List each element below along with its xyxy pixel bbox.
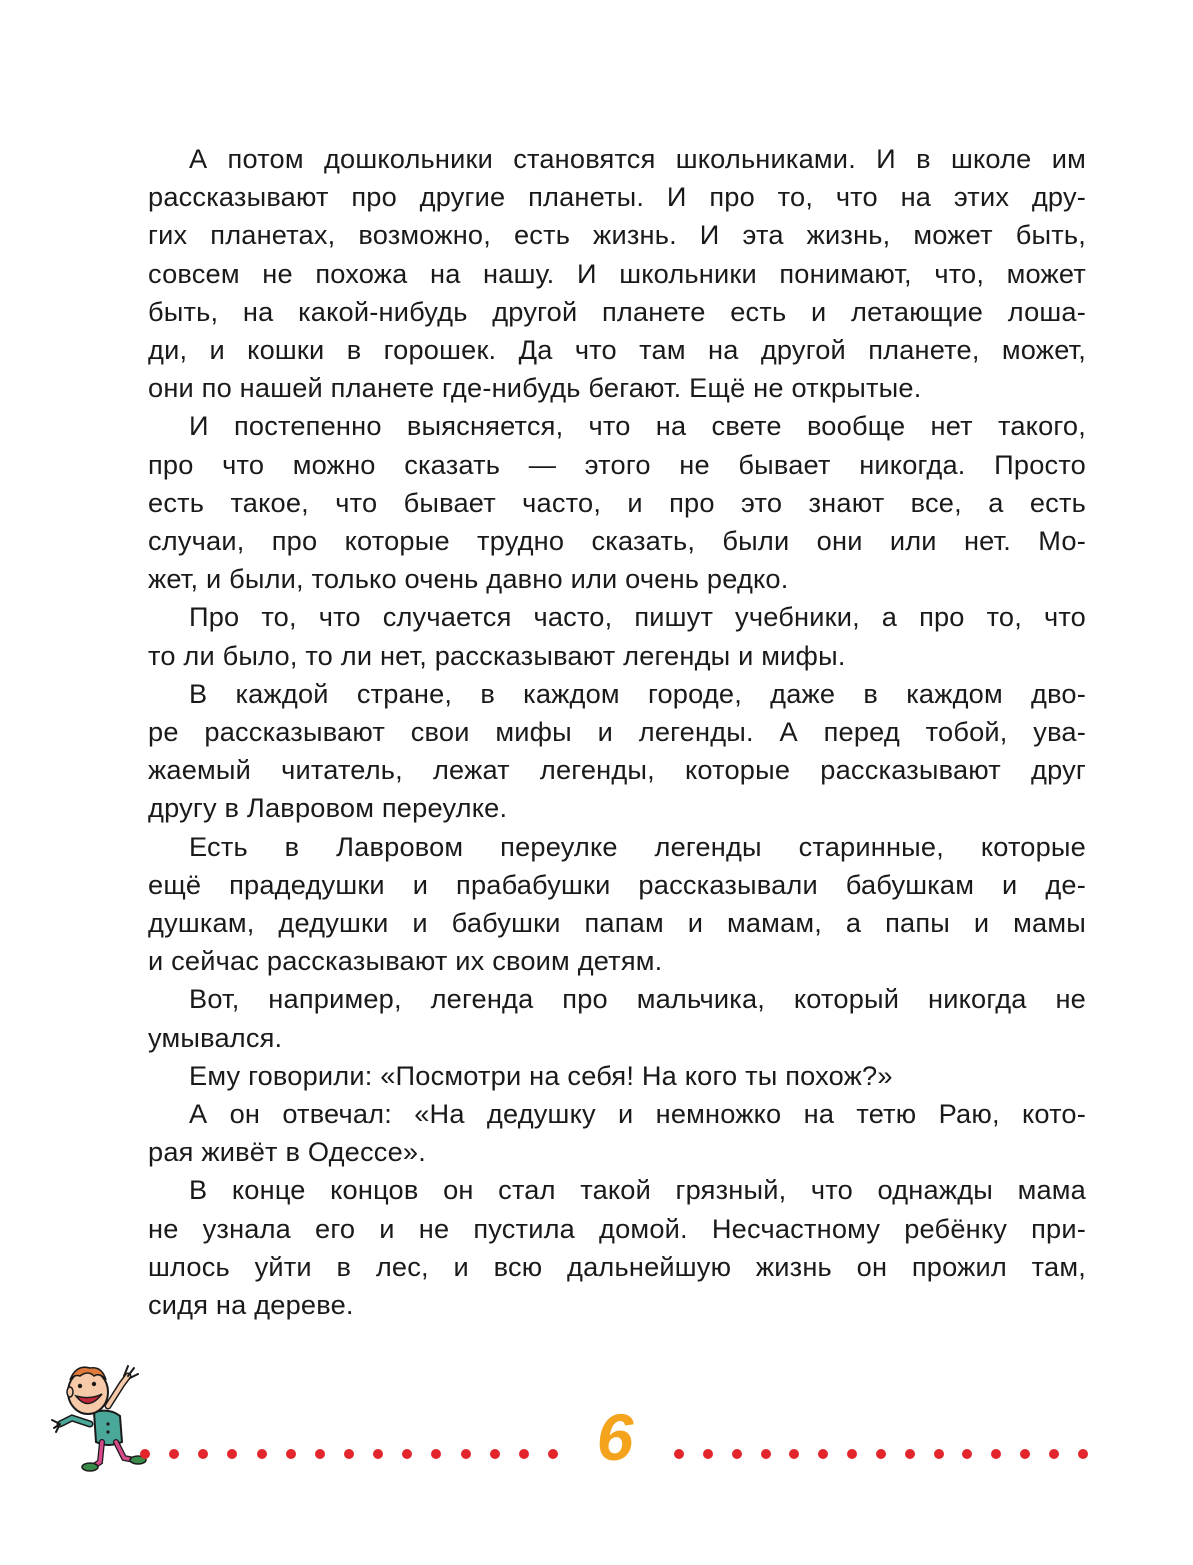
text-line: случаи, про которые трудно сказать, были они или нет. Мо-: [148, 525, 1086, 557]
text-line: И постепенно выясняется, что на свете вообще нет такого,: [189, 410, 1086, 442]
dot-icon: [847, 1449, 857, 1459]
text-line: ре рассказывают свои мифы и легенды. А перед тобой, ува-: [148, 716, 1086, 748]
text-line: и сейчас рассказывают их своим детям.: [148, 945, 663, 977]
dot-icon: [461, 1449, 471, 1459]
dot-icon: [991, 1449, 1001, 1459]
text-line: другу в Лавровом переулке.: [148, 792, 508, 824]
dot-row-right: [674, 1448, 1088, 1460]
dot-icon: [548, 1449, 558, 1459]
dot-icon: [431, 1449, 441, 1459]
paragraph: [148, 675, 1086, 828]
text-line: то ли было, то ли нет, рассказывают легенды и мифы.: [148, 639, 846, 671]
text-line: ди, и кошки в горошек. Да что там на другой планете, может,: [148, 334, 1086, 366]
dot-icon: [198, 1449, 208, 1459]
dot-row-left: [140, 1448, 558, 1460]
paragraph: [148, 598, 1086, 674]
dot-icon: [402, 1449, 412, 1459]
dot-icon: [818, 1449, 828, 1459]
text-line: А он отвечал: «На дедушку и немножко на тетю Раю, кото-: [189, 1098, 1086, 1130]
page-footer: [0, 1340, 1193, 1480]
dot-icon: [1020, 1449, 1030, 1459]
text-line: рассказывают про другие планеты. И про то, что на этих дру-: [148, 181, 1086, 213]
text-line: Есть в Лавровом переулке легенды старинные, которые: [189, 830, 1086, 862]
dot-icon: [1049, 1449, 1059, 1459]
paragraph: [148, 1171, 1086, 1324]
dot-icon: [761, 1449, 771, 1459]
text-line: не узнала его и не пустила домой. Несчастному ребёнку при-: [148, 1212, 1086, 1244]
dot-icon: [703, 1449, 713, 1459]
dot-icon: [962, 1449, 972, 1459]
dot-icon: [674, 1449, 684, 1459]
dot-icon: [286, 1449, 296, 1459]
paragraph: [148, 828, 1086, 981]
text-line: жет, и были, только очень давно или очень редко.: [148, 563, 789, 595]
paragraph: [148, 980, 1086, 1056]
dot-icon: [373, 1449, 383, 1459]
text-line: совсем не похожа на нашу. И школьники понимают, что, может: [148, 257, 1086, 289]
text-line: быть, на какой-нибудь другой планете есть и летающие лоша-: [148, 295, 1086, 327]
text-line: умывался.: [148, 1021, 283, 1053]
dot-icon: [789, 1449, 799, 1459]
dot-icon: [876, 1449, 886, 1459]
dot-icon: [732, 1449, 742, 1459]
paragraph: [148, 407, 1086, 598]
dot-icon: [227, 1449, 237, 1459]
dot-icon: [490, 1449, 500, 1459]
dot-icon: [344, 1449, 354, 1459]
text-line: рая живёт в Одессе».: [148, 1136, 426, 1168]
text-line: гих планетах, возможно, есть жизнь. И эта жизнь, может быть,: [148, 219, 1086, 251]
page-text: [148, 140, 1086, 1324]
text-line: В конце концов он стал такой грязный, что однажды мама: [189, 1174, 1086, 1206]
dot-icon: [315, 1449, 325, 1459]
text-line: душкам, дедушки и бабушки папам и мамам, а папы и мамы: [148, 907, 1086, 939]
dot-icon: [140, 1449, 150, 1459]
paragraph: [148, 1095, 1086, 1171]
text-line: Ему говорили: «Посмотри на себя! На кого ты похож?»: [189, 1059, 893, 1091]
text-line: ещё прадедушки и прабабушки рассказывали бабушкам и де-: [148, 868, 1086, 900]
paragraph: [148, 1057, 1086, 1095]
dot-icon: [169, 1449, 179, 1459]
text-line: В каждой стране, в каждом городе, даже в каждом дво-: [189, 677, 1086, 709]
text-line: есть такое, что бывает часто, и про это знают все, а есть: [148, 486, 1086, 518]
dot-icon: [519, 1449, 529, 1459]
dot-icon: [934, 1449, 944, 1459]
text-line: А потом дошкольники становятся школьниками. И в школе им: [189, 143, 1086, 174]
dot-icon: [905, 1449, 915, 1459]
text-line: про что можно сказать — этого не бывает никогда. Просто: [148, 448, 1086, 480]
text-line: жаемый читатель, лежат легенды, которые рассказывают друг: [148, 754, 1086, 786]
text-line: Про то, что случается часто, пишут учебники, а про то, что: [189, 601, 1086, 633]
text-line: шлось уйти в лес, и всю дальнейшую жизнь он прожил там,: [148, 1250, 1086, 1282]
text-line: Вот, например, легенда про мальчика, который никогда не: [189, 983, 1086, 1015]
text-line: они по нашей планете где-нибудь бегают. Ещё не открытые.: [148, 372, 922, 404]
text-line: сидя на дереве.: [148, 1289, 354, 1321]
page-number: 6: [596, 1400, 634, 1474]
dot-icon: [1078, 1449, 1088, 1459]
paragraph: [148, 140, 1086, 407]
dot-icon: [257, 1449, 267, 1459]
